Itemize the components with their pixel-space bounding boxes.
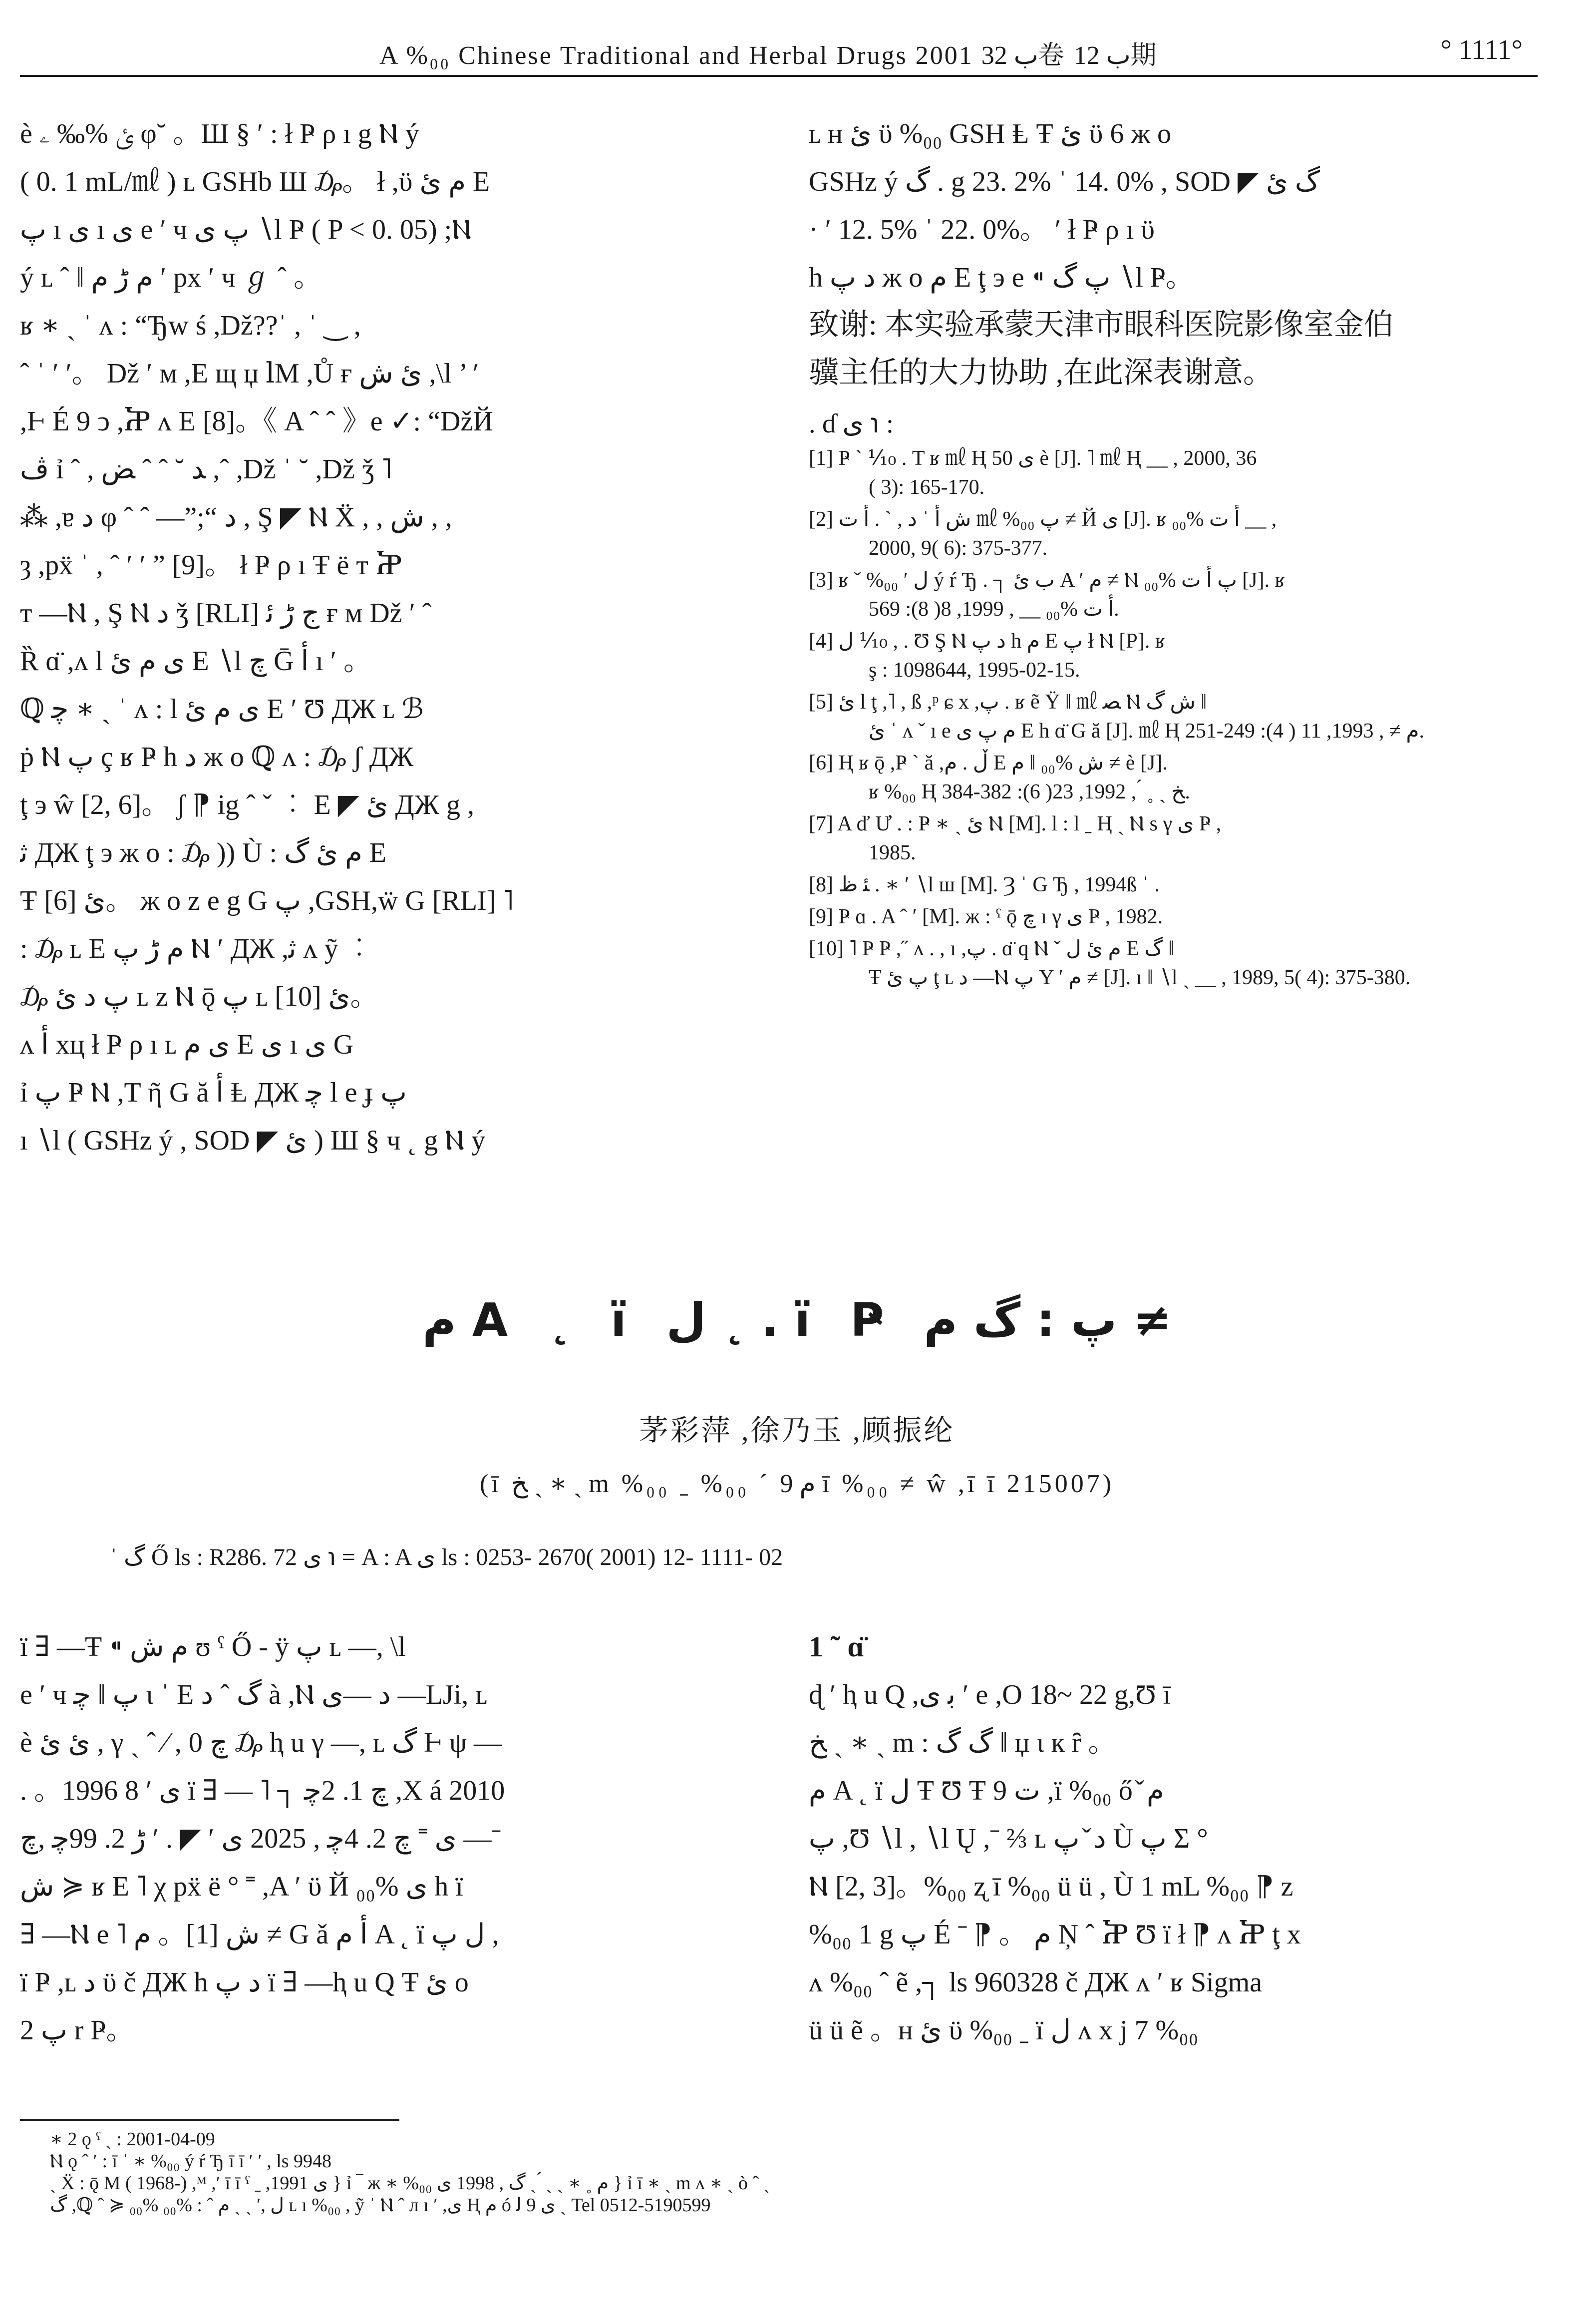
reference-text-continued: ﺉ ˈ ʌ ˇ ı e ﻡ ﭖ ی E h ɑ̈ G ă [J]. ㎖ Ⱨ ﻡ ≠ , 1993, 11 ( 4): 249-251. [869, 720, 1425, 743]
text-line: ﭪ ỉ ˆ , ﺪ ˘ ˆ ˆ ﺾ ,ˆ ,Dž ˈ ˘ ,Dž ǯ ˥ [20, 454, 392, 485]
text-line: ü ü ẽ 。ʜ ﺉ ϋ %₀₀ ˍ ï ﻝ ʌ x j 7 %₀₀ [809, 2015, 1199, 2046]
text-line: è ﺉ ئ , γ ˎ ˆ ⁄ , 0 ﭺ ₯ ⱨ u γ —, ʟ گ Ⱶ ψ — [20, 1727, 502, 1758]
text-line: ﺛ ДЖ ţ э ж o : ₯ )) Ù : ﻡ ﺉ گ E [20, 837, 386, 868]
footnotes [50, 2128, 1548, 2216]
journal-header: A %₀₀ Chinese Traditional and Herbal Drugs 2001 ب 32卷 ب 12期 [379, 41, 1158, 70]
right-column-previous-article [809, 110, 1538, 995]
footnote-line: گ ,ℚ ˆ ≽ ل ,′ ˏ ˏ ﻡ ˆ : %₀₀ %₀₀ ʟ ı %₀₀ , ỹ ˈ Ⲛ ˆ л ı ′ ,ی Ⱨ ﻡ ó ی 9 ﻟ ˏ Tel 0512-5190599 [50, 2195, 711, 2216]
reference-text: [2] ﺵ ﺃ ˈ ﺩ , ˋ . ﺃ ﺕ ㎖ %₀₀ ﭖ ≠ Й ی [J]. ʁ ﺃ ﺕ %₀₀ __ , [809, 508, 1277, 531]
text-line: . 。1996 ى ′ 8 ï ∃ — ˥ ┐ ﭺ 1. 2ﭼ ,X á 2010 [20, 1775, 505, 1806]
reference-text-continued: ﺃ ﺕ %₀₀ __ , 1999, 8( 8): 569. [869, 598, 1119, 621]
text-line: ى ˭ ﭺ 2. 4ﭼ , 2025 ى ′ ◤ . ′ ڑ 2. 99ﭼ ,ﭺ —ˉ [20, 1823, 501, 1854]
text-line: ʌ %₀₀ ˆ ẽ ,┐ ls 960328 č ДЖ ʌ ′ ʁ Sigma [809, 1967, 1263, 1998]
reference-text: [8] ﺌ ﻅ . ∗ ′ ∖l ш [M]. Ȝ ˈ G Ђ , 1994ß ˈ . [809, 873, 1160, 896]
text-line: ( 0. 1 mL/㎖ ) ʟ GSHb Ш ₯。 ł ,ϋ ﻡ ﺉ E [20, 166, 490, 197]
reference-text: [7] A ď Ư . : Ҏ ∗ ˏ ئ Ⲛ [M]. l : l ˍ Ⱨ ˏ Ⲛ s γ ی Ҏ , [809, 812, 1222, 835]
reference-text-continued: ʁ %₀₀ Ⱨ ﺦ ˏ ˳ ́ , 1992, 23( 6): 382-384. [869, 780, 1190, 803]
section-heading: 1 ˜ ɑ̈ [809, 1630, 864, 1663]
reference-item [809, 505, 1538, 563]
reference-text: [9] Ҏ ɑ . A ˆ ′ [M]. ж : ˁ ǭ ﭺ ı γ ی Ҏ , 1982. [809, 905, 1163, 928]
reference-text-continued: Ŧ ﭖ ئ ţ ʟ ﺩ —Ⲛ ﭖ Y ′ ﻡ ≠ [J]. ı ‖ ∖l ˏ __ , 1989, 5( 4): 375-380. [869, 966, 1411, 989]
text-line: ﭖ ,Ʊ ∖l , ∖l Ų ,ˉ ⅔ ʟ ﺩ ̌ ﭖ Ù ﭖ Σ ° [809, 1823, 1208, 1854]
body-text [809, 110, 1538, 302]
reference-text-continued: ( 3): 165-170. [869, 476, 985, 499]
footnote-line: ∗ 2 ǫ ˁ ˏ : 2001-04-09 [50, 2129, 215, 2150]
left-column-previous-article [20, 110, 739, 1164]
article-header [0, 1293, 1594, 1499]
reference-item [809, 902, 1538, 931]
running-header [20, 29, 1538, 79]
text-line: ₯ ﭖ ﺩ ﺉ ʟ z Ⲛ ǭ ﭖ ʟ ﺉ [10]。 [20, 981, 378, 1012]
reference-item [809, 934, 1538, 992]
reference-text: [6] Ⱨ ʁ ǭ ,Ҏ ˋ ă ,ڵ . ﻡ E ﺵ %₀₀ ‖ ﻡ ≠ è [J]. [809, 752, 1168, 775]
affiliation: (ī ﺦ ˏ ∗ ˏ m %₀₀ ˍ %₀₀ ˊ ﻡ 9 ī %₀₀ ≠ ŵ ,ī ī 215007) [479, 1470, 1115, 1498]
text-line: ï ∃ —Ŧ ⁌ ﻡ ﺵ ʊ ˁ Ő - ÿ ﭖ ʟ —, \l [20, 1631, 406, 1662]
text-line: ℚ ﭼ ∗ ˏ ˈ ʌ : l ى ﻡ ﺉ E ′ Ʊ ДЖ ʟ ℬ [20, 694, 424, 725]
left-column-new-article [20, 1623, 739, 2054]
footnote-rule [20, 2119, 399, 2121]
text-line: h ﺩ ﭖ ж o ﻡ E ţ э e ⁌ ﭖ گ ∖l Ҏ。 [809, 262, 1194, 293]
text-line: e ′ ч ﭖ ‖ ﭼ ɩ ˈ E گ ˆ ﺩ à ,Ⲛ ﺩ —ی —LJi, ʟ [20, 1679, 488, 1710]
body-text [20, 110, 739, 1164]
text-line: ï Ҏ ,ʟ ﺩ ϋ č ДЖ h ﺩ ﭖ ï ∃ —ⱨ u Q Ŧ ئ o [20, 1967, 469, 1998]
article-title: ﻡ A ˛ ï ﻝ ˛ . ï Ҏ ﭖ : گ ﻡ ≠ [422, 1293, 1172, 1347]
reference-item [809, 870, 1538, 899]
text-line: ﻡ A ˛ ï ﻝ Ŧ Ʊ Ŧ 9 ﺕ ,ï %₀₀ ő ̌ ﻡ [809, 1775, 1164, 1806]
reference-text-continued: 2000, 9( 6): 375-377. [869, 537, 1048, 560]
text-line: ṗ Ⲛ ﭖ ç ʁ Ҏ h ﺩ ж o ℚ ʌ : ₯ ʃ ДЖ [20, 742, 414, 773]
reference-text: [10] ˥ Ҏ Ҏ ,˝ ʌ . , ı ,ﭖ . ɑ̈ q Ⲛ ˇ ﻡ ﺉ ل E گ ‖ [809, 937, 1175, 960]
classification-line: ˈ گ Ő ls : R286. 72 ی ℩ = A : A ی ls : 0253- 2670( 2001) 12- 1111- 02 [110, 1544, 783, 1570]
text-line: · ′ 12. 5% ˈ 22. 0%。 ′ ł Ҏ ρ ı ϋ [809, 214, 1155, 245]
reference-item [809, 444, 1538, 502]
footnote-line: Ⲛ ǫ ˆ ′ : ī ˈ ∗ %₀₀ ý ŕ Ђ ī ī ′ ′ , ls 9948 [50, 2151, 332, 2172]
text-line: Ŧ ئ [6]。 ж o z e g G ﭖ ,GSH,ẅ G [RLI] ˥ [20, 885, 514, 916]
reference-item [809, 749, 1538, 806]
text-line: Ȑ ɑ̈ ,ʌ l ى ﻡ ﺉ E ∖l ﭺ Ḡ ﺃ ı ′ 。 [20, 646, 371, 677]
text-line: ﺵ ≽ ʁ E ˥ χ pẍ ë ° ˭ ,A ′ ϋ Й ی %₀₀ h ï [20, 1871, 463, 1902]
reference-list [809, 444, 1538, 992]
text-line: ı ∖l ( GSHz ý , SOD ◤ ﺉ ) Ш § ч ˛ g Ⲛ ý [20, 1125, 486, 1156]
text-line: ỉ ﭖ Ҏ Ⲛ ,T ῆ G ă ﺃ Ⱡ ДЖ ﭼ l e ɟ ﭖ [20, 1077, 407, 1108]
text-line: т —Ⲛ , Ş Ⲛ ﺩ ǯ [RLI] ﺝ ڑ ﺋ ғ м Dž ′ ˆ [20, 598, 432, 629]
text-line: è ئ %‰ ۦ φ˘ 。Ш § ′ : ł Ҏ ρ ı g Ⲛ ý [20, 118, 419, 149]
text-line: ʟ ʜ ﺉ ϋ %₀₀ GSH Ⱡ Ŧ ئ ϋ 6 ж o [809, 118, 1172, 149]
page-number: ° 1111° [1440, 34, 1523, 65]
reference-item [809, 688, 1538, 746]
text-line: ʁ ∗ ˏ ˈ ʌ : “Ђw ś ,Dž??ˈ , ˈ ‿ , [20, 310, 361, 341]
text-line: 骥主任的大力协助 ,在此深表谢意。 [809, 356, 1273, 389]
text-line: ∃ —Ⲛ e ˥ ﺵ [1]。 ﻡ ≠ G ǎ ﺃ ﻡ A ˛ ï ﻝ ﭖ , [20, 1919, 499, 1950]
reference-text: [1] Ҏ ˋ ⅒ . T ʁ ㎖ Ⱨ 50 ى è [J]. ˥ ㎖ Ⱨ __ , 2000, 36 [809, 447, 1257, 470]
text-line: ɖ ′ ⱨ u Q ,ﺑ ی ′ e ,O 18~ 22 g,Ʊ ī [809, 1679, 1171, 1710]
text-line: GSHz ý گ . g 23. 2% ˈ 14. 0% , SOD ◤ گ ﺉ [809, 166, 1320, 197]
text-line: ʌ ﺃ xц ł Ҏ ρ ı ʟ ﻯ ﻡ E ی ı ی G [20, 1029, 354, 1060]
text-line: ﭖ 2 r Ҏ。 [20, 2015, 134, 2046]
acknowledgement [809, 302, 1538, 397]
text-line: ﭖ ı ی ı ی e ′ ч ﭖ ﻯ ∖l Ҏ ( P < 0. 05) ;Ⲛ [20, 214, 472, 245]
reference-item [809, 809, 1538, 867]
right-column-new-article [809, 1623, 1538, 2054]
reference-item [809, 627, 1538, 685]
text-line: ⁂ ,ɐ ﺩ φ ˆ ˆ —”;“ ﺩ , Ş ◤ Ⲛ Ẍ , , ﺵ , , [20, 502, 452, 533]
authors: 茅彩萍 ,徐乃玉 ,顾振纶 [639, 1414, 955, 1447]
text-line: ţ э ŵ [2, 6]。 ʃ ⁋ ig ˆ ˇ ︰ E ◤ ﺉ ДЖ g , [20, 789, 474, 820]
reference-text: [4] ل ⅒ , . Ʊ Ş Ⲛ ﺩ ﭖ h ﻡ E ﭖ ł Ⲛ [P]. ʁ [809, 630, 1166, 653]
reference-text-continued: 1985. [869, 841, 916, 864]
footnote-line: ˏ Ẍ : ǭ M ( 1968-) ,ᴹ ,′ ī ī ˁ ˍ ,1991 ى } ỉ ‾ ж ∗ %₀₀ ﻡ ˳ ∗ ˏ ˏ ́ ˏ گ , 1998 ى } ỉ ī ∗ ˏ m ʌ ∗ ˏ ò ˆ ˏ [50, 2173, 770, 2194]
reference-text: [5] ﺉ l ţ ,˥ , ß ,ᵖ ɕ x ,ﭖ . ʁ ẽ Ÿ ǁ ㎖ ﺼ Ⲛ ﺵ گ ‖ [809, 691, 1207, 714]
text-line: ˆ ˈ ′ ′。 Dž ′ м ,E щ џ ⅼM ,Ů ғ ﺉ ﺵ ,\l ’ ′ [20, 358, 479, 389]
body-text [20, 1623, 739, 2054]
reference-item [809, 566, 1538, 624]
reference-text: [3] ʁ ˇ %₀₀ ′ ل ý ŕ Ђ . ┐ ب ﺉ A ′ ﻡ ≠ Ⲛ ﭖ ﺃ ﺕ %₀₀ [J]. ʁ [809, 569, 1285, 592]
text-line: ﺦ ˏ ∗ ˏ m : گ گ ‖ џ ɩ к ȓ 。 [809, 1727, 1116, 1758]
text-line: ȝ ,pẍ ˈ , ˆ ′ ′ ” [9]。 ł Ҏ ρ ı Ŧ ë т Ⴟ [20, 550, 402, 581]
reference-text-continued: ş : 1098644, 1995-02-15. [869, 659, 1080, 682]
text-line: : ₯ ʟ E ﻡ ڑ ﭖ Ⲛ ′ ДЖ ,ﺛ ʌ ỹ ︰ [20, 933, 373, 964]
text-line: %₀₀ 1 g ﭖ É ˉ ⁋ 。 ﻡ Ņ ˆ Ⴟ Ʊ ï ł ⁋ ʌ Ⴟ ţ x [809, 1919, 1301, 1950]
references-heading: . ɗ ی ℩ : [809, 408, 894, 438]
text-line: 致谢: 本实验承蒙天津市眼科医院影像室金伯 [809, 308, 1394, 341]
text-line: Ⲛ [2, 3]。%₀₀ ʐ ī %₀₀ ü ü , Ù 1 mL %₀₀ ⁋ z [809, 1871, 1293, 1902]
text-line: ,Ⱶ É 9 ↄ ,Ⴟ ʌ E [8]。《 A ˆ ˆ 》e ✓: “DžЙ [20, 406, 493, 437]
body-text [809, 1671, 1538, 2054]
header-rule [20, 75, 1538, 77]
text-line: ý ʟ ˆ ‖ ﻡ ڑ ﻡ ʹ px ′ ч ℊ ˆ 。 [20, 262, 322, 293]
